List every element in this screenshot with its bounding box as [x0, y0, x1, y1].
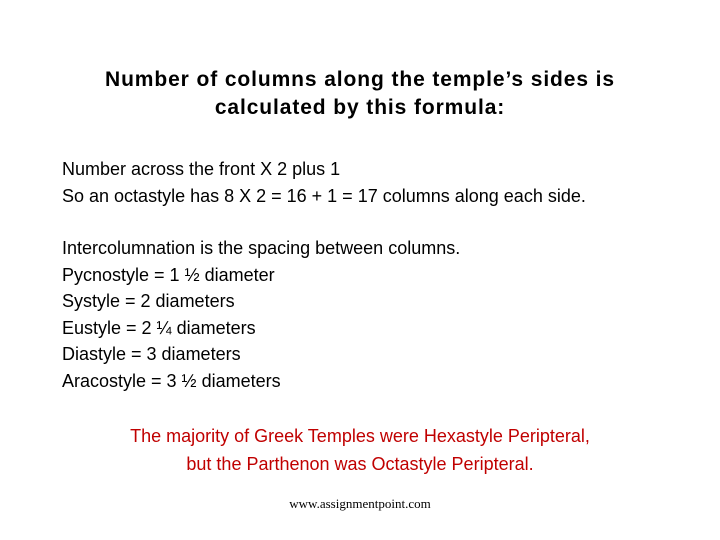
highlight-note-line: The majority of Greek Temples were Hexastyle Peripteral, [130, 426, 590, 446]
intercolumnation-definition: Intercolumnation is the spacing between columns. [62, 238, 461, 258]
formula-example-line: So an octastyle has 8 X 2 = 16 + 1 = 17 columns along each side. [62, 185, 586, 206]
list-item-eustyle: Eustyle = 2 ¼ diameters [62, 317, 256, 338]
footer-watermark: www.assignmentpoint.com [289, 496, 431, 511]
highlight-note [0, 422, 720, 478]
list-item-diastyle: Diastyle = 3 diameters [62, 344, 241, 364]
intercolumnation-list [62, 235, 460, 394]
formula-block [62, 156, 586, 209]
list-item-aracostyle: Aracostyle = 3 ½ diameters [62, 370, 281, 391]
list-item-systyle: Systyle = 2 diameters [62, 291, 235, 311]
highlight-note-line: but the Parthenon was Octastyle Peripteral. [186, 454, 534, 474]
slide-title [40, 66, 680, 122]
list-item-pycnostyle: Pycnostyle = 1 ½ diameter [62, 264, 275, 285]
slide-title-line: calculated by this formula: [214, 96, 506, 119]
slide-title-line: Number of columns along the temple’s sides is [105, 68, 615, 91]
formula-line: Number across the front X 2 plus 1 [62, 159, 341, 179]
